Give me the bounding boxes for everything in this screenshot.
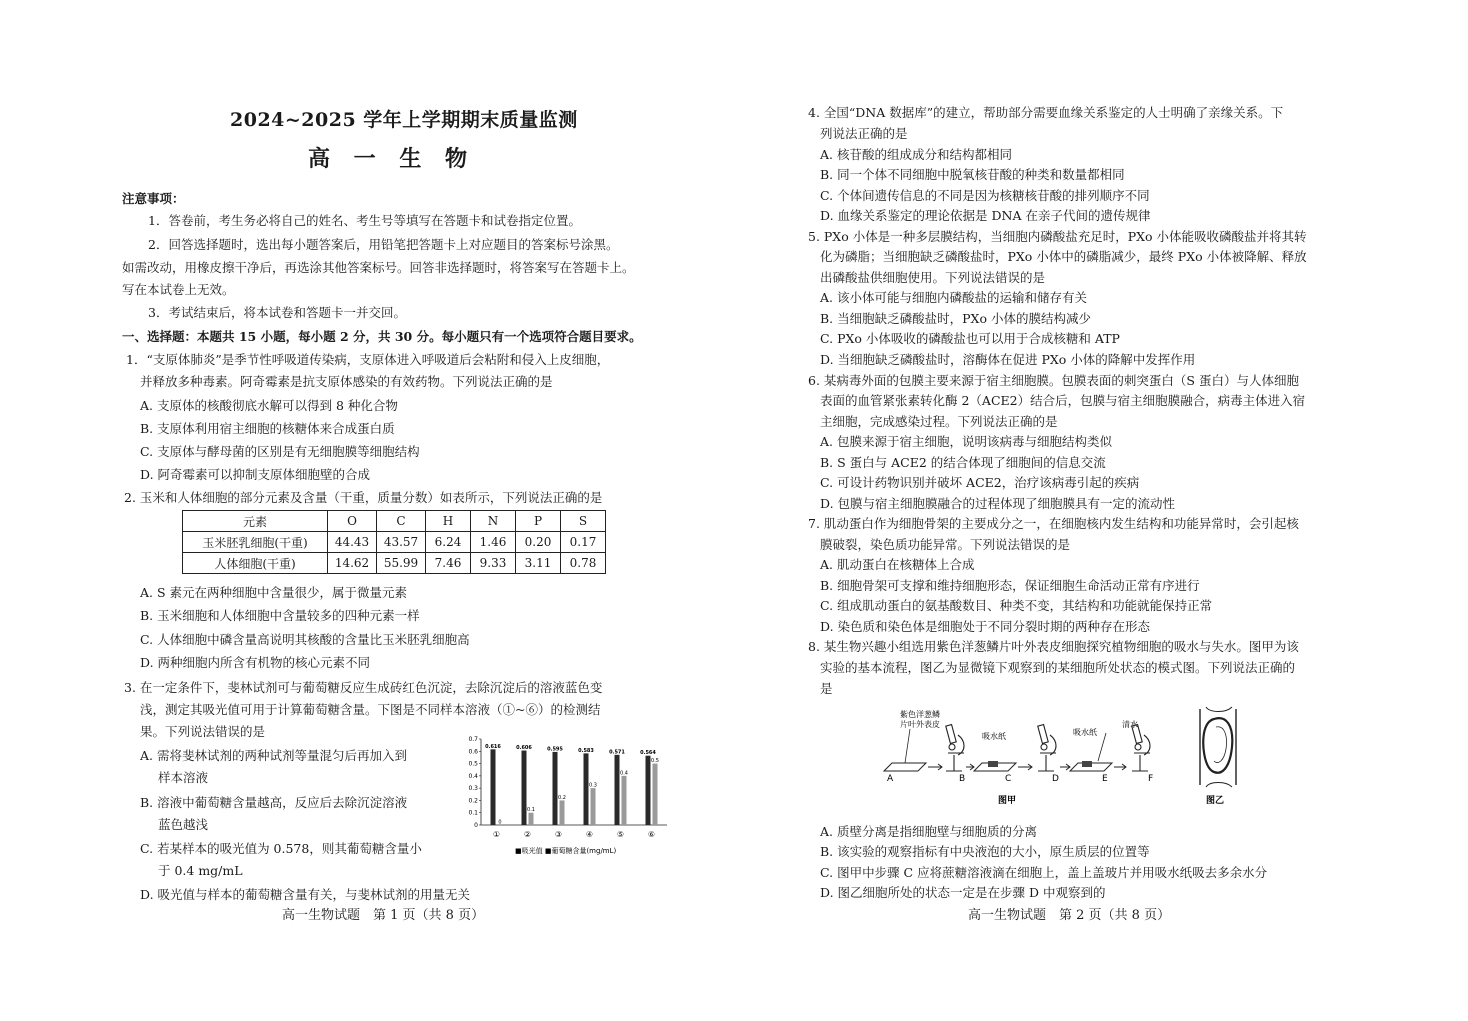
exam-title: 2024~2025 学年上学期期末质量监测	[230, 109, 578, 131]
notice-item: 2．回答选择题时，选出每小题答案后，用铅笔把答题卡上对应题目的答案标号涂黑。	[148, 237, 619, 252]
q3-option-a: A. 需将斐林试剂的两种试剂等量混匀后再加入到	[140, 748, 407, 763]
notice-item: 如需改动，用橡皮擦干净后，再选涂其他答案标号。回答非选择题时，将答案写在答题卡上。	[122, 260, 635, 275]
bar-glucose	[622, 776, 627, 825]
microscope-icon	[1132, 725, 1150, 771]
q3-option-b: B. 溶液中葡萄糖含量越高，反应后去除沉淀溶液	[140, 795, 408, 810]
step-label: F	[1148, 774, 1154, 784]
bar-label-absorbance: 0.571	[609, 749, 625, 756]
q3-option-d: D. 吸光值与样本的葡萄糖含量有关，与斐林试剂的用量无关	[140, 887, 471, 902]
q4-option-a: A. 核苷酸的组成成分和结构都相同	[820, 147, 1012, 162]
q8-option-c: C. 图甲中步骤 C 应将蔗糖溶液滴在细胞上，盖上盖玻片并用吸水纸吸去多余水分	[820, 865, 1268, 880]
x-tick-label: ⑤	[616, 830, 625, 839]
table-row	[183, 553, 606, 574]
table-cell: C	[377, 511, 426, 532]
table-cell: P	[516, 511, 561, 532]
page-footer: 高一生物试题 第 1 页（共 8 页）	[282, 908, 485, 923]
table-cell: 人体细胞(干重)	[183, 553, 328, 574]
arrow-icon	[1060, 764, 1070, 770]
table-cell: 元素	[183, 511, 328, 532]
q6-option-d: D. 包膜与宿主细胞膜融合的过程体现了细胞膜具有一定的流动性	[820, 496, 1176, 511]
table-cell: 6.24	[426, 532, 471, 553]
bar-label-glucose: 0.5	[651, 758, 659, 765]
q6-option-b: B. S 蛋白与 ACE2 的结合体现了细胞间的信息交流	[820, 455, 1106, 470]
subject-title: 高 一 生 物	[308, 146, 475, 172]
table-header-row	[183, 511, 606, 532]
step-label: B	[959, 774, 966, 784]
material-label: 紫色洋葱鳞	[900, 710, 940, 719]
step-label: D	[1052, 774, 1059, 784]
notice-item: 1．答卷前，考生务必将自己的姓名、考生号等填写在答题卡和试卷指定位置。	[148, 213, 581, 228]
paper-label-2: 吸水纸	[1073, 728, 1097, 737]
plant-cell-diagram	[1200, 707, 1236, 787]
q4-stem: 列说法正确的是	[820, 126, 908, 141]
q3-option-b-cont: 蓝色越浅	[158, 817, 209, 832]
q1-stem: 并释放多种毒素。阿奇霉素是抗支原体感染的有效药物。下列说法正确的是	[140, 374, 553, 389]
step-label: C	[1005, 774, 1012, 784]
bar-glucose	[529, 813, 534, 825]
right-page	[808, 0, 1353, 1021]
q6-stem: 6. 某病毒外面的包膜主要来源于宿主细胞膜。包膜表面的刺突蛋白（S 蛋白）与人体细胞	[808, 373, 1299, 388]
notice-item: 写在本试卷上无效。	[122, 282, 235, 297]
q6-option-a: A. 包膜来源于宿主细胞，说明该病毒与细胞结构类似	[820, 434, 1112, 449]
arrow-icon	[928, 764, 942, 770]
bar-label-absorbance: 0.606	[516, 745, 532, 752]
q1-option-d: D. 阿奇霉素可以抑制支原体细胞壁的合成	[140, 467, 371, 482]
q7-stem: 7. 肌动蛋白作为细胞骨架的主要成分之一，在细胞核内发生结构和功能异常时，会引起核	[808, 516, 1299, 531]
bar-label-absorbance: 0.595	[547, 746, 563, 753]
q8-option-a: A. 质壁分离是指细胞壁与细胞质的分离	[820, 824, 1037, 839]
chart-legend: ■吸光值 ■葡萄糖含量(mg/mL)	[515, 847, 617, 855]
q3-option-a-cont: 样本溶液	[158, 770, 209, 785]
q2-option-b: B. 玉米细胞和人体细胞中含量较多的四种元素一样	[140, 608, 420, 623]
bar-label-glucose: 0.2	[558, 794, 566, 801]
q7-stem: 膜破裂，染色质功能异常。下列说法错误的是	[820, 537, 1071, 552]
x-tick-label: ②	[523, 830, 532, 839]
page-footer: 高一生物试题 第 2 页（共 8 页）	[968, 908, 1171, 923]
table-cell: 55.99	[377, 553, 426, 574]
q5-option-b: B. 当细胞缺乏磷酸盐时，PXo 小体的膜结构减少	[820, 311, 1091, 326]
q7-option-a: A. 肌动蛋白在核糖体上合成	[820, 557, 975, 572]
step-label: E	[1102, 774, 1108, 784]
table-cell: 9.33	[471, 553, 516, 574]
q8-figure	[870, 705, 1260, 815]
bar-label-absorbance: 0.583	[578, 747, 594, 754]
table-cell: 0.20	[516, 532, 561, 553]
q4-stem: 4. 全国“DNA 数据库”的建立，帮助部分需要血缘关系鉴定的人士明确了亲缘关系。下	[808, 105, 1284, 120]
q6-stem: 表面的血管紧张素转化酶 2（ACE2）结合后，包膜与宿主细胞膜融合，病毒主体进入宿	[820, 393, 1306, 408]
y-tick-label: 0.7	[468, 736, 478, 743]
table-row	[183, 532, 606, 553]
table-cell: 44.43	[328, 532, 377, 553]
paper-label-1: 吸水纸	[982, 732, 1006, 741]
q4-option-b: B. 同一个体不同细胞中脱氧核苷酸的种类和数量都相同	[820, 167, 1125, 182]
bar-label-glucose: 0.1	[527, 807, 535, 814]
q5-stem: 出磷酸盐供细胞使用。下列说法错误的是	[820, 270, 1046, 285]
arrow-icon	[1114, 764, 1126, 770]
y-tick-label: 0.3	[468, 785, 478, 793]
x-tick-label: ①	[492, 830, 501, 839]
bar-label-glucose: 0.4	[620, 770, 628, 777]
q3-stem: 3. 在一定条件下，斐林试剂可与葡萄糖反应生成砖红色沉淀，去除沉淀后的溶液蓝色变	[124, 680, 603, 695]
glucose-bar-chart	[455, 733, 670, 858]
y-tick-label: 0	[474, 822, 478, 829]
material-label: 片叶外表皮	[900, 720, 940, 729]
notice-heading: 注意事项：	[122, 191, 185, 206]
bar-glucose	[591, 788, 596, 825]
paper-icon	[1082, 761, 1092, 767]
microscope-icon	[946, 725, 964, 771]
table-cell: H	[426, 511, 471, 532]
y-tick-label: 0.2	[468, 797, 478, 805]
q5-option-a: A. 该小体可能与细胞内磷酸盐的运输和储存有关	[820, 290, 1087, 305]
q5-option-c: C. PXo 小体吸收的磷酸盐也可以用于合成核糖和 ATP	[820, 331, 1120, 346]
q3-option-c: C. 若某样本的吸光值为 0.578，则其葡萄糖含量小	[140, 841, 422, 856]
q3-stem: 浅，测定其吸光值可用于计算葡萄糖含量。下图是不同样本溶液（①~⑥）的检测结	[140, 702, 601, 717]
element-table	[182, 510, 606, 574]
q1-option-c: C. 支原体与酵母菌的区别是有无细胞膜等细胞结构	[140, 444, 420, 459]
bar-label-absorbance: 0.564	[640, 750, 656, 757]
table-cell: 3.11	[516, 553, 561, 574]
bar-label-glucose: 0.3	[589, 782, 597, 789]
dropper-icon	[1098, 733, 1106, 761]
x-tick-label: ③	[554, 830, 563, 839]
bar-glucose	[653, 764, 658, 825]
table-cell: O	[328, 511, 377, 532]
q2-option-d: D. 两种细胞内所含有机物的核心元素不同	[140, 655, 371, 670]
bar-absorbance	[584, 753, 589, 825]
section-heading: 一、选择题：本题共 15 小题，每小题 2 分，共 30 分。每小题只有一个选项符合题目要求。	[122, 329, 642, 344]
table-cell: 14.62	[328, 553, 377, 574]
bar-absorbance	[553, 752, 558, 825]
q5-option-d: D. 当细胞缺乏磷酸盐时，溶酶体在促进 PXo 小体的降解中发挥作用	[820, 352, 1196, 367]
q8-option-b: B. 该实验的观察指标有中央液泡的大小，原生质层的位置等	[820, 844, 1150, 859]
y-tick-label: 0.6	[468, 748, 478, 756]
bar-label-absorbance: 0.616	[485, 743, 501, 750]
microscope-icon	[1038, 725, 1056, 771]
table-cell: 玉米胚乳细胞(干重)	[183, 532, 328, 553]
q3-option-c-cont: 于 0.4 mg/mL	[158, 863, 243, 878]
chart-bars	[485, 744, 659, 826]
notice-item: 3．考试结束后，将本试卷和答题卡一并交回。	[148, 305, 406, 320]
table-cell: 0.17	[561, 532, 606, 553]
q7-option-b: B. 细胞骨架可支撑和维持细胞形态，保证细胞生命活动正常有序进行	[820, 578, 1200, 593]
q2-stem: 2. 玉米和人体细胞的部分元素及含量（干重，质量分数）如表所示，下列说法正确的是	[124, 490, 603, 505]
q7-option-c: C. 组成肌动蛋白的氨基酸数目、种类不变，其结构和功能就能保持正常	[820, 598, 1213, 613]
q7-option-d: D. 染色质和染色体是细胞处于不同分裂时期的两种存在形态	[820, 619, 1151, 634]
table-cell: S	[561, 511, 606, 532]
table-cell: N	[471, 511, 516, 532]
q1-option-b: B. 支原体利用宿主细胞的核糖体来合成蛋白质	[140, 421, 395, 436]
left-page	[122, 0, 672, 1021]
q8-option-d: D. 图乙细胞所处的状态一定是在步骤 D 中观察到的	[820, 885, 1106, 900]
q5-stem: 5. PXo 小体是一种多层膜结构，当细胞内磷酸盐充足时，PXo 小体能吸收磷酸盐并将其转	[808, 229, 1307, 244]
figure-caption-1: 图甲	[998, 796, 1017, 806]
q2-option-a: A. S 素元在两种细胞中含量很少，属于微量元素	[140, 585, 408, 600]
q1-option-a: A. 支原体的核酸彻底水解可以得到 8 种化合物	[140, 398, 398, 413]
water-label: 清水	[1122, 720, 1138, 729]
q6-stem: 主细胞，完成感染过程。下列说法正确的是	[820, 414, 1058, 429]
figure-caption-2: 图乙	[1206, 796, 1225, 806]
q4-option-c: C. 个体间遗传信息的不同是因为核糖核苷酸的排列顺序不同	[820, 188, 1150, 203]
arrow-icon	[1018, 764, 1032, 770]
bar-absorbance	[491, 749, 496, 825]
table-cell: 0.78	[561, 553, 606, 574]
pointer-line	[905, 729, 910, 763]
y-tick-label: 0.1	[468, 809, 478, 817]
y-tick-label: 0.5	[468, 760, 478, 768]
q6-option-c: C. 可设计药物识别并破坏 ACE2，治疗该病毒引起的疾病	[820, 475, 1140, 490]
bar-absorbance	[646, 756, 651, 825]
q8-stem: 是	[820, 681, 833, 696]
y-tick-label: 0.4	[468, 772, 478, 780]
q2-option-c: C. 人体细胞中磷含量高说明其核酸的含量比玉米胚乳细胞高	[140, 632, 470, 647]
table-cell: 1.46	[471, 532, 516, 553]
table-cell: 7.46	[426, 553, 471, 574]
paper-icon	[988, 761, 998, 767]
x-tick-label: ⑥	[647, 830, 656, 839]
bar-absorbance	[615, 755, 620, 825]
arrow-icon	[966, 764, 974, 770]
q5-stem: 化为磷脂；当细胞缺乏磷酸盐时，PXo 小体中的磷脂减少，最终 PXo 小体被降解、释放	[820, 249, 1307, 264]
step-label: A	[887, 774, 894, 784]
q4-option-d: D. 血缘关系鉴定的理论依据是 DNA 在亲子代间的遗传规律	[820, 208, 1151, 223]
slide-icon	[884, 763, 926, 771]
q3-stem: 果。下列说法错误的是	[140, 724, 266, 739]
bar-label-glucose: 0	[498, 819, 502, 826]
q8-stem: 8. 某生物兴趣小组选用紫色洋葱鳞片叶外表皮细胞探究植物细胞的吸水与失水。图甲为该	[808, 639, 1299, 654]
q1-stem: 1．“支原体肺炎”是季节性呼吸道传染病，支原体进入呼吸道后会粘附和侵入上皮细胞，	[126, 352, 610, 367]
table-cell: 43.57	[377, 532, 426, 553]
q8-stem: 实验的基本流程，图乙为显微镜下观察到的某细胞所处状态的模式图。下列说法正确的	[820, 660, 1296, 675]
x-tick-label: ④	[585, 830, 594, 839]
bar-glucose	[560, 800, 565, 825]
bar-absorbance	[522, 751, 527, 825]
